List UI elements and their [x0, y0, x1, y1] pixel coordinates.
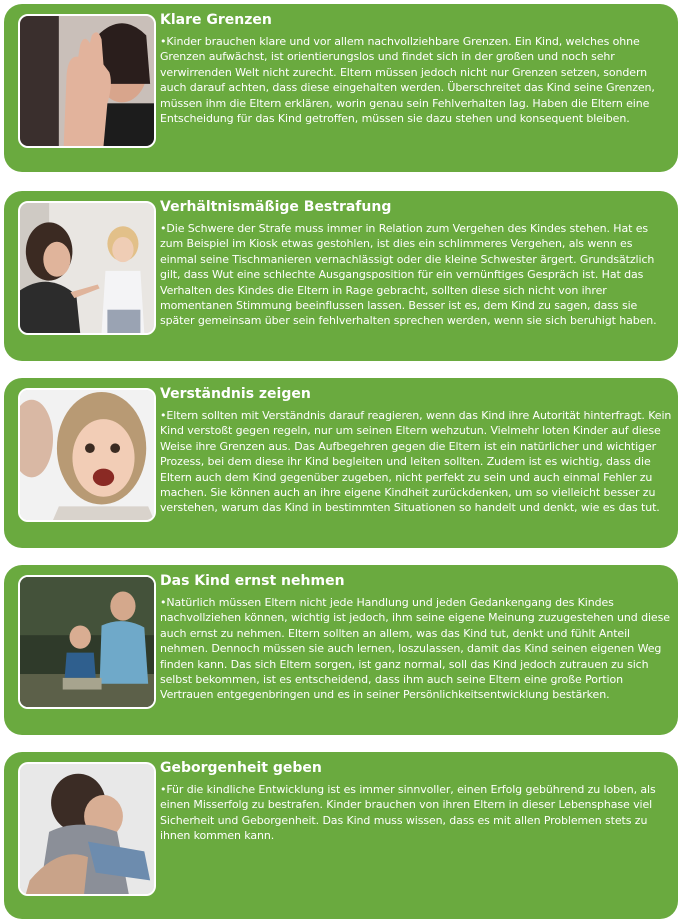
card-title: Geborgenheit geben	[160, 760, 322, 776]
card-verstaendnis-zeigen	[4, 378, 678, 548]
hugging-parent-photo	[18, 762, 156, 896]
card-text: •Kinder brauchen klare und vor allem nachvollziehbare Grenzen. Ein Kind, welches ohne Grenzen aufwächst, ist orientierungslos und findet sich in der großen und noch sehr verwirrenden Welt nicht zurecht. Eltern müssen jedoch nicht nur Grenzen setzen, sondern auch darauf achten, dass diese eingehalten werden. Überschreitet das Kind seine Grenzen, müssen ihm die Eltern erklären, worin genau sein Fehlverhalten lag. Haben die Eltern eine Entscheidung für das Kind getroffen, müssen sie dazu stehen und konsequent bleiben.	[160, 35, 655, 126]
stop-hand-photo	[18, 14, 156, 148]
card-text: •Die Schwere der Strafe muss immer in Relation zum Vergehen des Kindes stehen. Hat es zum Beispiel im Kiosk etwas gestohlen, ist dies ein schlimmeres Vergehen, als wenn es einmal seine Tischmanieren vernachlässigt oder die kleine Schwester ärgert. Grundsätzlich gilt, dass Wut eine schlechte Ausgangsposition für ein vernünftiges Gespräch ist. Hat das Verhalten des Kindes die Eltern in Rage gebracht, sollten diese sich nicht von ihrer momentanen Stimmung beeinflussen lassen. Besser ist es, dem Kind zu sagen, dass sie später gemeinsam über sein fehlverhalten sprechen werden, wenn sie sich beruhigt haben.	[160, 222, 657, 328]
card-verhaeltnismaessige-bestrafung	[4, 191, 678, 361]
card-text: •Für die kindliche Entwicklung ist es immer sinnvoller, einen Erfolg gebührend zu loben, als einen Misserfolg zu bestrafen. Kinder brauchen von ihren Eltern in dieser Lebensphase viel Sicherheit und Geborgenheit. Das Kind muss wissen, dass es mit allen Problemen stets zu ihnen kommen kann.	[160, 783, 656, 843]
card-title: Verständnis zeigen	[160, 386, 311, 402]
card-klare-grenzen	[4, 4, 678, 172]
card-text: •Eltern sollten mit Verständnis darauf reagieren, wenn das Kind ihre Autorität hinterfragt. Kein Kind verstoßt gegen regeln, nur um seinen Eltern wehzutun. Vielmehr loten Kinder auf diese Weise ihre Grenzen aus. Das Aufbegehren gegen die Eltern ist ein natürlicher und wichtiger Prozess, bei dem diese ihr Kind begleiten und leiten sollten. Zudem ist es wichtig, dass die Eltern auch dem Kind gegenüber zugeben, nicht perfekt zu sein und auch einmal Fehler zu machen. Sie können auch an ihre eigene Kindheit zurückdenken, um so vielleicht besser zu verstehen, warum das Kind in bestimmten Situationen so handelt und denkt, wie es das tut.	[160, 409, 672, 515]
shouting-child-photo	[18, 388, 156, 522]
card-das-kind-ernst-nehmen	[4, 565, 678, 735]
card-geborgenheit-geben	[4, 752, 678, 919]
card-title: Verhältnismäßige Bestrafung	[160, 199, 392, 215]
father-and-son-photo	[18, 575, 156, 709]
scolding-mother-photo	[18, 201, 156, 335]
card-text: •Natürlich müssen Eltern nicht jede Handlung und jeden Gedankengang des Kindes nachvollziehen können, wichtig ist jedoch, ihm seine eigene Meinung zuzugestehen und diese auch ernst zu nehmen. Eltern sollten an allem, was das Kind tut, denkt und fühlt Anteil nehmen. Dennoch müssen sie auch lernen, loszulassen, damit das Kind seinen eigenen Weg finden kann. Das sich Eltern sorgen, ist ganz normal, soll das Kind jedoch zutrauen zu sich selbst bekommen, ist es entscheidend, dass ihm auch seine Eltern eine große Portion Vertrauen entgegenbringen und es in seiner Persönlichkeitsentwicklung bestärken.	[160, 596, 670, 702]
card-title: Klare Grenzen	[160, 12, 272, 28]
card-title: Das Kind ernst nehmen	[160, 573, 345, 589]
